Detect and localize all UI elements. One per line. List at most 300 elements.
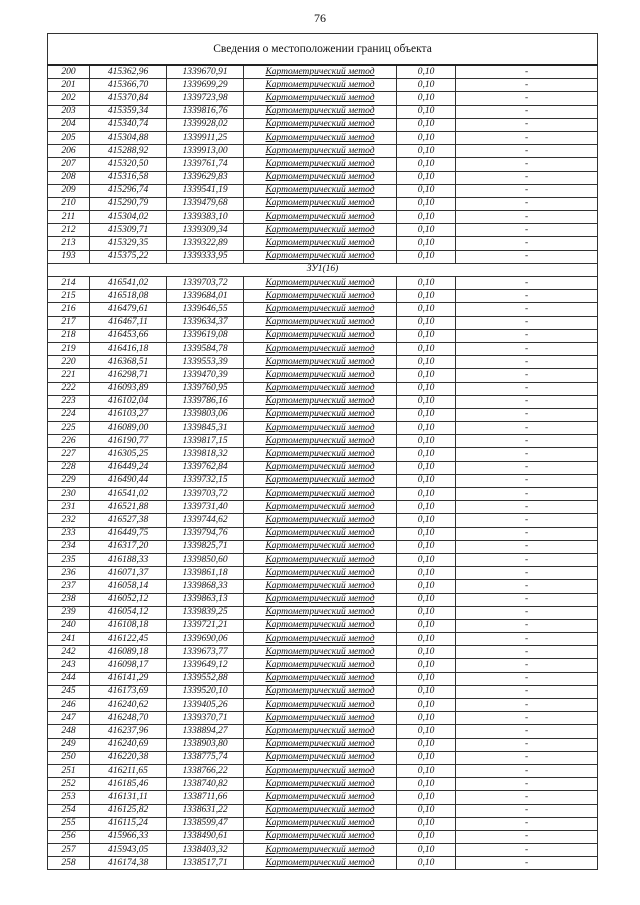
table-row bbox=[48, 395, 598, 408]
method bbox=[244, 184, 397, 197]
description: - bbox=[456, 277, 598, 290]
method bbox=[244, 725, 397, 738]
accuracy: 0,10 bbox=[397, 171, 456, 184]
description: - bbox=[456, 303, 598, 316]
accuracy: 0,10 bbox=[397, 514, 456, 527]
point-number: 200 bbox=[48, 65, 90, 79]
coordinate-x: 416190,77 bbox=[90, 435, 167, 448]
table-row bbox=[48, 804, 598, 817]
table-row bbox=[48, 131, 598, 144]
method bbox=[244, 329, 397, 342]
method-text: Картометрический метод bbox=[265, 831, 375, 842]
point-number: 219 bbox=[48, 342, 90, 355]
description: - bbox=[456, 606, 598, 619]
description: - bbox=[456, 580, 598, 593]
coordinate-x: 416317,20 bbox=[90, 540, 167, 553]
accuracy: 0,10 bbox=[397, 488, 456, 501]
table-row bbox=[48, 764, 598, 777]
coordinate-x: 416174,38 bbox=[90, 857, 167, 870]
method bbox=[244, 277, 397, 290]
method-text: Картометрический метод bbox=[265, 580, 375, 591]
method-text: Картометрический метод bbox=[265, 145, 375, 156]
coordinate-x: 416125,82 bbox=[90, 804, 167, 817]
table-row bbox=[48, 369, 598, 382]
accuracy: 0,10 bbox=[397, 422, 456, 435]
method-text: Картометрический метод bbox=[265, 238, 375, 249]
point-number: 204 bbox=[48, 118, 90, 131]
method-text: Картометрический метод bbox=[265, 106, 375, 117]
description: - bbox=[456, 778, 598, 791]
method-text: Картометрический метод bbox=[265, 396, 375, 407]
description: - bbox=[456, 171, 598, 184]
method-text: Картометрический метод bbox=[265, 475, 375, 486]
coordinate-x: 416141,29 bbox=[90, 672, 167, 685]
description: - bbox=[456, 329, 598, 342]
method bbox=[244, 303, 397, 316]
coordinate-y: 1339762,84 bbox=[167, 461, 244, 474]
method-text: Картометрический метод bbox=[265, 185, 375, 196]
method bbox=[244, 778, 397, 791]
coordinate-y: 1339744,62 bbox=[167, 514, 244, 527]
coordinate-y: 1339786,16 bbox=[167, 395, 244, 408]
description: - bbox=[456, 461, 598, 474]
table-row bbox=[48, 79, 598, 92]
point-number: 211 bbox=[48, 211, 90, 224]
point-number: 234 bbox=[48, 540, 90, 553]
coordinate-y: 1339839,25 bbox=[167, 606, 244, 619]
method bbox=[244, 830, 397, 843]
description: - bbox=[456, 672, 598, 685]
method bbox=[244, 527, 397, 540]
method bbox=[244, 672, 397, 685]
accuracy: 0,10 bbox=[397, 316, 456, 329]
accuracy: 0,10 bbox=[397, 342, 456, 355]
point-number: 242 bbox=[48, 646, 90, 659]
table-row bbox=[48, 685, 598, 698]
description: - bbox=[456, 474, 598, 487]
method-text: Картометрический метод bbox=[265, 620, 375, 631]
point-number: 225 bbox=[48, 422, 90, 435]
method bbox=[244, 751, 397, 764]
description: - bbox=[456, 685, 598, 698]
table-row bbox=[48, 791, 598, 804]
coordinate-y: 1339619,08 bbox=[167, 329, 244, 342]
point-number: 249 bbox=[48, 738, 90, 751]
description: - bbox=[456, 646, 598, 659]
table-row bbox=[48, 92, 598, 105]
method bbox=[244, 422, 397, 435]
accuracy: 0,10 bbox=[397, 474, 456, 487]
table-row bbox=[48, 65, 598, 79]
method bbox=[244, 580, 397, 593]
description: - bbox=[456, 659, 598, 672]
method-text: Картометрический метод bbox=[265, 712, 375, 723]
accuracy: 0,10 bbox=[397, 237, 456, 250]
coordinate-x: 416527,38 bbox=[90, 514, 167, 527]
method-text: Картометрический метод bbox=[265, 92, 375, 103]
table-row bbox=[48, 461, 598, 474]
table-row bbox=[48, 118, 598, 131]
description: - bbox=[456, 844, 598, 857]
coordinate-y: 1339850,60 bbox=[167, 553, 244, 566]
coordinate-x: 416453,66 bbox=[90, 329, 167, 342]
method-text: Картометрический метод bbox=[265, 158, 375, 169]
coordinate-y: 1339684,01 bbox=[167, 290, 244, 303]
description: - bbox=[456, 488, 598, 501]
coordinate-x: 416103,27 bbox=[90, 408, 167, 421]
description: - bbox=[456, 738, 598, 751]
table-row bbox=[48, 303, 598, 316]
table-row bbox=[48, 580, 598, 593]
coordinate-x: 416131,11 bbox=[90, 791, 167, 804]
method bbox=[244, 382, 397, 395]
accuracy: 0,10 bbox=[397, 277, 456, 290]
description: - bbox=[456, 224, 598, 237]
table-row bbox=[48, 606, 598, 619]
description: - bbox=[456, 817, 598, 830]
description: - bbox=[456, 553, 598, 566]
table-body bbox=[48, 65, 598, 870]
table-row bbox=[48, 699, 598, 712]
point-number: 238 bbox=[48, 593, 90, 606]
coordinate-y: 1339760,95 bbox=[167, 382, 244, 395]
accuracy: 0,10 bbox=[397, 197, 456, 210]
coordinate-y: 1338490,61 bbox=[167, 830, 244, 843]
method bbox=[244, 118, 397, 131]
point-number: 248 bbox=[48, 725, 90, 738]
coordinate-y: 1339868,33 bbox=[167, 580, 244, 593]
description: - bbox=[456, 197, 598, 210]
description: - bbox=[456, 342, 598, 355]
accuracy: 0,10 bbox=[397, 659, 456, 672]
method-text: Картометрический метод bbox=[265, 594, 375, 605]
coordinate-y: 1339552,88 bbox=[167, 672, 244, 685]
table-row bbox=[48, 145, 598, 158]
table-row bbox=[48, 844, 598, 857]
method-text: Картометрический метод bbox=[265, 554, 375, 565]
coordinate-y: 1339825,71 bbox=[167, 540, 244, 553]
accuracy: 0,10 bbox=[397, 79, 456, 92]
coordinate-y: 1339699,29 bbox=[167, 79, 244, 92]
accuracy: 0,10 bbox=[397, 567, 456, 580]
point-number: 208 bbox=[48, 171, 90, 184]
description: - bbox=[456, 184, 598, 197]
coordinate-y: 1339541,19 bbox=[167, 184, 244, 197]
method-text: Картометрический метод bbox=[265, 79, 375, 90]
coordinate-y: 1338403,32 bbox=[167, 844, 244, 857]
coordinate-y: 1339703,72 bbox=[167, 488, 244, 501]
description: - bbox=[456, 369, 598, 382]
coordinate-x: 416102,04 bbox=[90, 395, 167, 408]
method-text: Картометрический метод bbox=[265, 752, 375, 763]
accuracy: 0,10 bbox=[397, 303, 456, 316]
coordinate-x: 416518,08 bbox=[90, 290, 167, 303]
coordinate-x: 415966,33 bbox=[90, 830, 167, 843]
method bbox=[244, 685, 397, 698]
method-text: Картометрический метод bbox=[265, 686, 375, 697]
point-number: 216 bbox=[48, 303, 90, 316]
description: - bbox=[456, 764, 598, 777]
coordinate-y: 1339634,37 bbox=[167, 316, 244, 329]
accuracy: 0,10 bbox=[397, 844, 456, 857]
coordinate-y: 1339670,91 bbox=[167, 65, 244, 79]
method bbox=[244, 316, 397, 329]
accuracy: 0,10 bbox=[397, 356, 456, 369]
coordinates-table bbox=[47, 33, 598, 870]
coordinate-y: 1338631,22 bbox=[167, 804, 244, 817]
coordinate-x: 416240,62 bbox=[90, 699, 167, 712]
point-number: 233 bbox=[48, 527, 90, 540]
point-number: 241 bbox=[48, 633, 90, 646]
method bbox=[244, 290, 397, 303]
method-text: Картометрический метод bbox=[265, 224, 375, 235]
point-number: 251 bbox=[48, 764, 90, 777]
coordinate-x: 415304,02 bbox=[90, 211, 167, 224]
table-row bbox=[48, 448, 598, 461]
coordinate-y: 1339761,74 bbox=[167, 158, 244, 171]
point-number: 222 bbox=[48, 382, 90, 395]
coordinate-x: 416416,18 bbox=[90, 342, 167, 355]
description: - bbox=[456, 725, 598, 738]
coordinate-y: 1339803,06 bbox=[167, 408, 244, 421]
table-row bbox=[48, 356, 598, 369]
coordinate-x: 416541,02 bbox=[90, 277, 167, 290]
coordinate-x: 416368,51 bbox=[90, 356, 167, 369]
point-number: 215 bbox=[48, 290, 90, 303]
table-row bbox=[48, 211, 598, 224]
method-text: Картометрический метод bbox=[265, 251, 375, 262]
coordinate-x: 415290,79 bbox=[90, 197, 167, 210]
point-number: 193 bbox=[48, 250, 90, 263]
method bbox=[244, 791, 397, 804]
method bbox=[244, 250, 397, 263]
point-number: 207 bbox=[48, 158, 90, 171]
description: - bbox=[456, 830, 598, 843]
method bbox=[244, 131, 397, 144]
accuracy: 0,10 bbox=[397, 329, 456, 342]
accuracy: 0,10 bbox=[397, 633, 456, 646]
table-row bbox=[48, 237, 598, 250]
accuracy: 0,10 bbox=[397, 395, 456, 408]
table-row bbox=[48, 553, 598, 566]
accuracy: 0,10 bbox=[397, 685, 456, 698]
method-text: Картометрический метод bbox=[265, 277, 375, 288]
point-number: 213 bbox=[48, 237, 90, 250]
method bbox=[244, 553, 397, 566]
method bbox=[244, 79, 397, 92]
section-row bbox=[48, 263, 598, 276]
coordinate-x: 416240,69 bbox=[90, 738, 167, 751]
accuracy: 0,10 bbox=[397, 105, 456, 118]
method-text: Картометрический метод bbox=[265, 514, 375, 525]
coordinate-y: 1339470,39 bbox=[167, 369, 244, 382]
method-text: Картометрический метод bbox=[265, 330, 375, 341]
method bbox=[244, 738, 397, 751]
accuracy: 0,10 bbox=[397, 290, 456, 303]
method-text: Картометрический метод bbox=[265, 765, 375, 776]
method-text: Картометрический метод bbox=[265, 778, 375, 789]
description: - bbox=[456, 527, 598, 540]
accuracy: 0,10 bbox=[397, 672, 456, 685]
method bbox=[244, 844, 397, 857]
method-text: Картометрический метод bbox=[265, 541, 375, 552]
coordinate-x: 416479,61 bbox=[90, 303, 167, 316]
accuracy: 0,10 bbox=[397, 435, 456, 448]
coordinate-x: 415370,84 bbox=[90, 92, 167, 105]
point-number: 224 bbox=[48, 408, 90, 421]
point-number: 212 bbox=[48, 224, 90, 237]
accuracy: 0,10 bbox=[397, 118, 456, 131]
table-row bbox=[48, 382, 598, 395]
coordinate-x: 416248,70 bbox=[90, 712, 167, 725]
method-text: Картометрический метод bbox=[265, 607, 375, 618]
coordinate-x: 416089,00 bbox=[90, 422, 167, 435]
method-text: Картометрический метод bbox=[265, 435, 375, 446]
table-row bbox=[48, 646, 598, 659]
coordinate-x: 415329,35 bbox=[90, 237, 167, 250]
description: - bbox=[456, 211, 598, 224]
description: - bbox=[456, 857, 598, 870]
point-number: 218 bbox=[48, 329, 90, 342]
coordinate-x: 416108,18 bbox=[90, 619, 167, 632]
coordinate-y: 1338903,80 bbox=[167, 738, 244, 751]
coordinate-y: 1339649,12 bbox=[167, 659, 244, 672]
coordinate-x: 416449,75 bbox=[90, 527, 167, 540]
coordinate-y: 1339732,15 bbox=[167, 474, 244, 487]
coordinate-y: 1339861,18 bbox=[167, 567, 244, 580]
method bbox=[244, 448, 397, 461]
description: - bbox=[456, 567, 598, 580]
coordinate-x: 416298,71 bbox=[90, 369, 167, 382]
method bbox=[244, 474, 397, 487]
point-number: 252 bbox=[48, 778, 90, 791]
coordinate-x: 416211,65 bbox=[90, 764, 167, 777]
method bbox=[244, 567, 397, 580]
method bbox=[244, 197, 397, 210]
description: - bbox=[456, 105, 598, 118]
accuracy: 0,10 bbox=[397, 158, 456, 171]
coordinate-y: 1339479,68 bbox=[167, 197, 244, 210]
method-text: Картометрический метод bbox=[265, 369, 375, 380]
method bbox=[244, 514, 397, 527]
point-number: 201 bbox=[48, 79, 90, 92]
accuracy: 0,10 bbox=[397, 593, 456, 606]
accuracy: 0,10 bbox=[397, 725, 456, 738]
coordinate-x: 416220,38 bbox=[90, 751, 167, 764]
method bbox=[244, 145, 397, 158]
method-text: Картометрический метод bbox=[265, 317, 375, 328]
point-number: 250 bbox=[48, 751, 90, 764]
table-row bbox=[48, 329, 598, 342]
method-text: Картометрический метод bbox=[265, 739, 375, 750]
coordinate-y: 1339333,95 bbox=[167, 250, 244, 263]
method-text: Картометрический метод bbox=[265, 528, 375, 539]
coordinate-y: 1339913,00 bbox=[167, 145, 244, 158]
point-number: 246 bbox=[48, 699, 90, 712]
point-number: 232 bbox=[48, 514, 90, 527]
method-text: Картометрический метод bbox=[265, 791, 375, 802]
accuracy: 0,10 bbox=[397, 751, 456, 764]
description: - bbox=[456, 145, 598, 158]
description: - bbox=[456, 422, 598, 435]
method bbox=[244, 369, 397, 382]
method-text: Картометрический метод bbox=[265, 383, 375, 394]
table-row bbox=[48, 527, 598, 540]
description: - bbox=[456, 118, 598, 131]
method-text: Картометрический метод bbox=[265, 805, 375, 816]
point-number: 210 bbox=[48, 197, 90, 210]
point-number: 254 bbox=[48, 804, 90, 817]
method bbox=[244, 395, 397, 408]
description: - bbox=[456, 593, 598, 606]
table-row bbox=[48, 316, 598, 329]
method bbox=[244, 461, 397, 474]
point-number: 258 bbox=[48, 857, 90, 870]
method bbox=[244, 619, 397, 632]
coordinate-y: 1339584,78 bbox=[167, 342, 244, 355]
description: - bbox=[456, 514, 598, 527]
coordinate-y: 1339370,71 bbox=[167, 712, 244, 725]
accuracy: 0,10 bbox=[397, 184, 456, 197]
accuracy: 0,10 bbox=[397, 699, 456, 712]
description: - bbox=[456, 158, 598, 171]
description: - bbox=[456, 448, 598, 461]
table-title: Сведения о местоположении границ объекта bbox=[48, 34, 598, 66]
coordinate-x: 415320,50 bbox=[90, 158, 167, 171]
table-row bbox=[48, 474, 598, 487]
method-text: Картометрический метод bbox=[265, 119, 375, 130]
coordinate-y: 1339794,76 bbox=[167, 527, 244, 540]
coordinate-x: 416115,24 bbox=[90, 817, 167, 830]
coordinate-x: 416089,18 bbox=[90, 646, 167, 659]
method bbox=[244, 501, 397, 514]
coordinate-x: 416237,96 bbox=[90, 725, 167, 738]
accuracy: 0,10 bbox=[397, 250, 456, 263]
coordinate-y: 1339731,40 bbox=[167, 501, 244, 514]
description: - bbox=[456, 237, 598, 250]
coordinate-x: 416071,37 bbox=[90, 567, 167, 580]
method-text: Картометрический метод bbox=[265, 857, 375, 868]
table-row bbox=[48, 501, 598, 514]
accuracy: 0,10 bbox=[397, 131, 456, 144]
coordinate-x: 415340,74 bbox=[90, 118, 167, 131]
table-row bbox=[48, 408, 598, 421]
accuracy: 0,10 bbox=[397, 92, 456, 105]
description: - bbox=[456, 751, 598, 764]
coordinate-x: 416490,44 bbox=[90, 474, 167, 487]
coordinate-x: 415304,88 bbox=[90, 131, 167, 144]
method-text: Картометрический метод bbox=[265, 818, 375, 829]
accuracy: 0,10 bbox=[397, 619, 456, 632]
method bbox=[244, 158, 397, 171]
method-text: Картометрический метод bbox=[265, 844, 375, 855]
coordinate-x: 415943,05 bbox=[90, 844, 167, 857]
section-label: ЗУ1(16) bbox=[48, 263, 598, 276]
table-row bbox=[48, 158, 598, 171]
table-row bbox=[48, 672, 598, 685]
point-number: 206 bbox=[48, 145, 90, 158]
coordinate-y: 1338766,22 bbox=[167, 764, 244, 777]
accuracy: 0,10 bbox=[397, 448, 456, 461]
description: - bbox=[456, 540, 598, 553]
method-text: Картометрический метод bbox=[265, 303, 375, 314]
method bbox=[244, 804, 397, 817]
method-text: Картометрический метод bbox=[265, 462, 375, 473]
method-text: Картометрический метод bbox=[265, 211, 375, 222]
description: - bbox=[456, 250, 598, 263]
method bbox=[244, 593, 397, 606]
method-text: Картометрический метод bbox=[265, 356, 375, 367]
